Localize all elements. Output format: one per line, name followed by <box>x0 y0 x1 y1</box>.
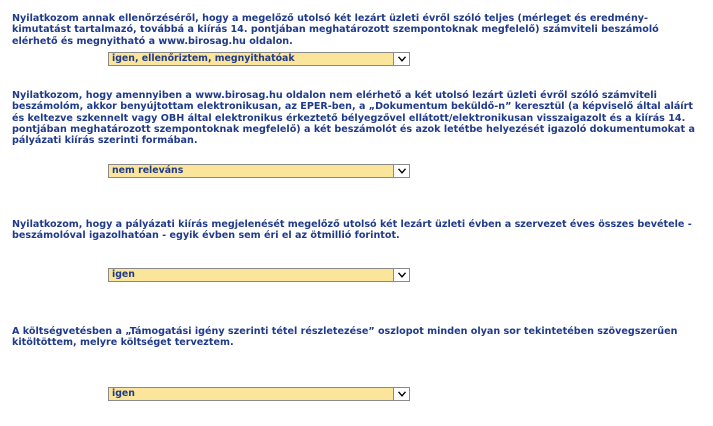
declaration-2-selected-value: nem releváns <box>112 165 184 176</box>
declaration-4-selected-value: igen <box>112 388 135 399</box>
declaration-2-dropdown-button[interactable] <box>393 165 409 177</box>
declaration-4-text: A költségvetésben a „Támogatási igény szerinti tétel részletezése” oszlopot minden olyan sor tekintetében szövegszerűen kitöltöttem, melyre költséget terveztem. <box>12 326 678 349</box>
chevron-down-icon <box>398 168 406 174</box>
declaration-1-select[interactable] <box>108 52 410 66</box>
declaration-4-select[interactable] <box>108 387 410 401</box>
declaration-1-dropdown-button[interactable] <box>393 53 409 65</box>
chevron-down-icon <box>398 272 406 278</box>
declaration-2-text: Nyilatkozom, hogy amennyiben a www.birosag.hu oldalon nem elérhető a két utolsó lezárt üzleti évről szóló számviteli beszámolóm, akkor benyújtottam elektronikusan, az EPER-ben, a „Dokumentum beküldő-n” keresztül (a képviselő által aláírt és keltezve szkennelt vagy OBH által elektronikus érkeztető bélyegzővel ellátott/elektronikusan visszaigazolt és a kiírás 14. pontjában meghatározott szempontoknak megfelelő) a két beszámolót és azok letétbe helyezését igazoló dokumentumokat a pályázati kiírás szerinti formában. <box>12 90 695 147</box>
declaration-4-dropdown-button[interactable] <box>393 388 409 400</box>
declaration-3-dropdown-button[interactable] <box>393 269 409 281</box>
declaration-3-selected-value: igen <box>112 269 135 280</box>
declaration-1-selected-value: igen, ellenőriztem, megnyithatóak <box>112 53 295 64</box>
chevron-down-icon <box>398 391 406 397</box>
declaration-1-text: Nyilatkozom annak ellenőrzéséről, hogy a megelőző utolsó két lezárt üzleti évről szóló teljes (mérleget és eredmény-kimutatást tartalmazó, továbbá a kiírás 14. pontjában meghatározott szempontoknak megfelelő) számviteli beszámoló elérhető és megnyitható a www.birosag.hu oldalon. <box>12 13 659 47</box>
chevron-down-icon <box>398 56 406 62</box>
declaration-2-select[interactable] <box>108 164 410 178</box>
declaration-3-select[interactable] <box>108 268 410 282</box>
declaration-3-text: Nyilatkozom, hogy a pályázati kiírás megjelenését megelőző utolsó két lezárt üzleti évben a szervezet éves összes bevétele - beszámolóval igazolhatóan - egyik évben sem éri el az ötmillió forintot. <box>12 219 692 242</box>
